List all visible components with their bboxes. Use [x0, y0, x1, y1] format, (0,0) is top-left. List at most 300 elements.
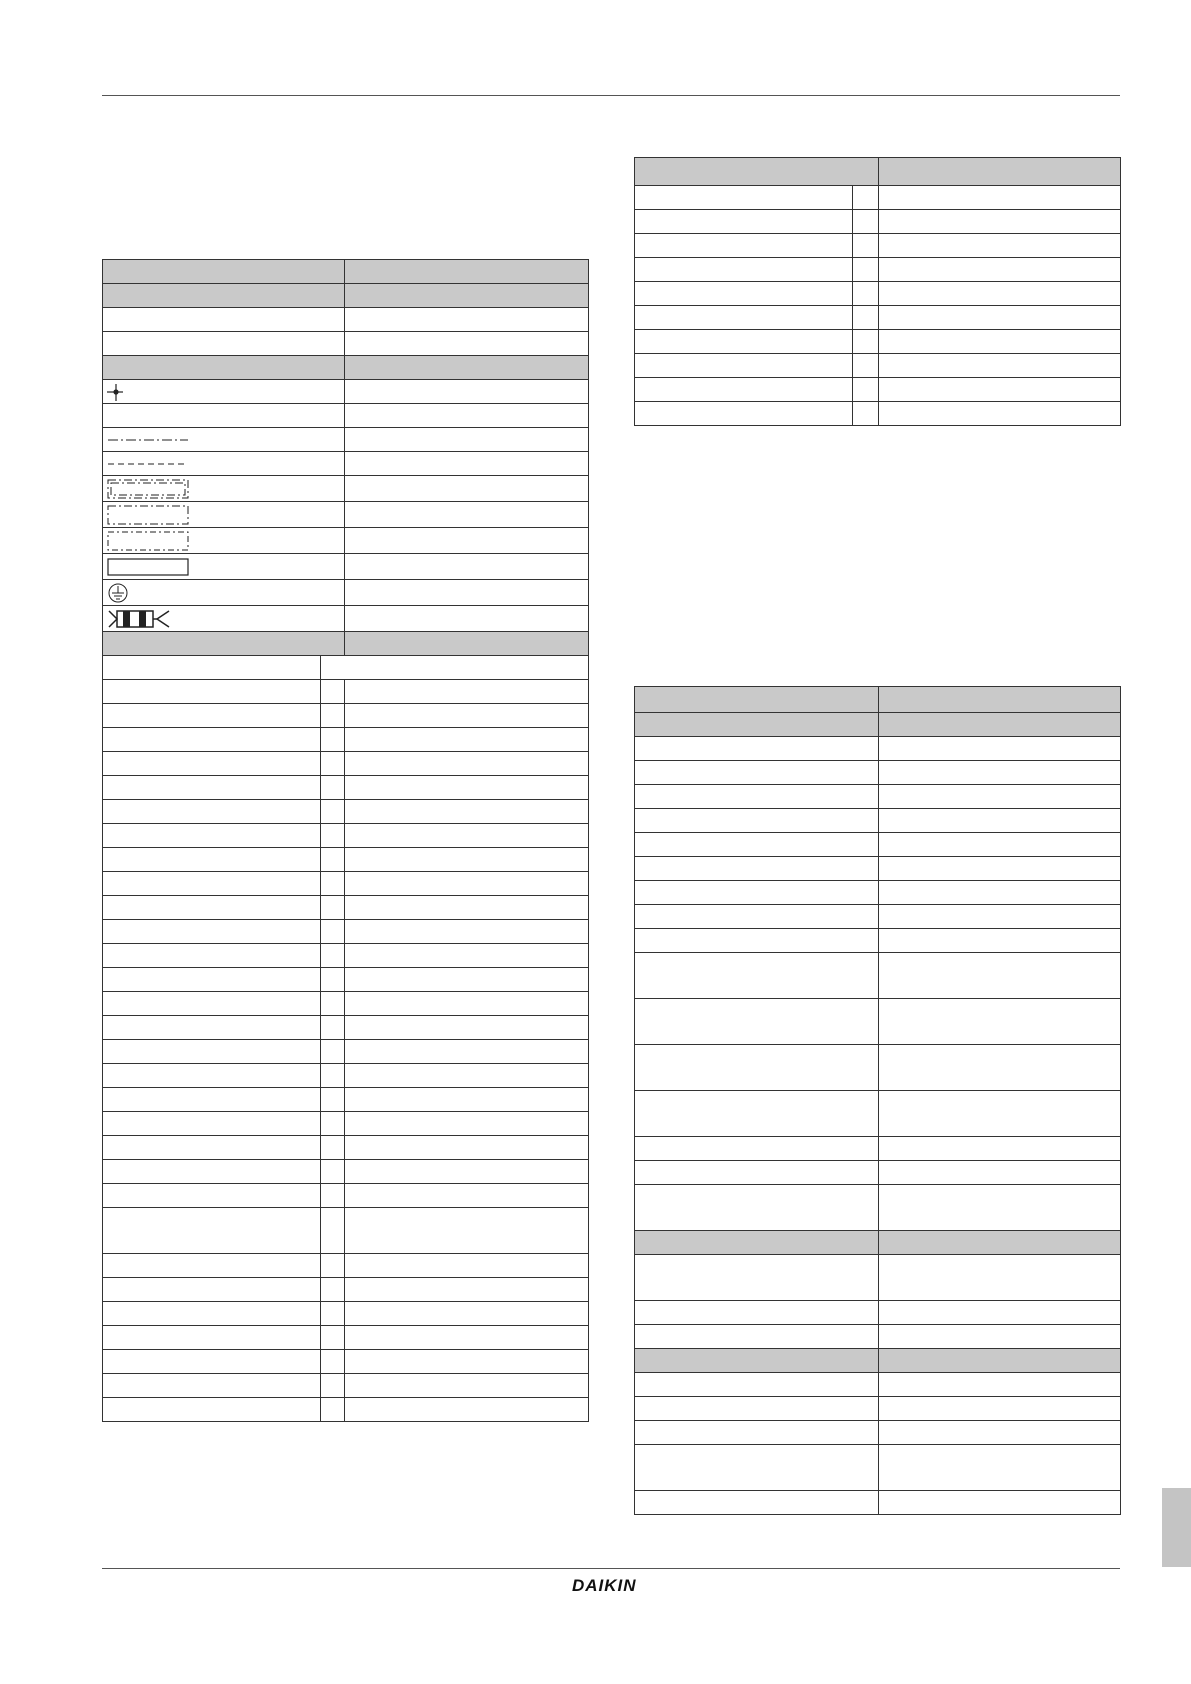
table-cell — [103, 308, 345, 332]
table-row — [635, 354, 1121, 378]
table-cell — [103, 356, 345, 380]
table-cell — [345, 380, 589, 404]
table-row — [103, 554, 589, 580]
table-cell — [103, 920, 321, 944]
table-cell — [345, 1398, 589, 1422]
table-cell — [345, 1278, 589, 1302]
table-cell — [345, 260, 589, 284]
table-cell — [635, 1255, 879, 1301]
table-row — [103, 824, 589, 848]
table-cell — [345, 1160, 589, 1184]
table-row — [635, 953, 1121, 999]
table-cell — [103, 1254, 321, 1278]
legend-table-right-top — [634, 157, 1121, 426]
table-cell — [879, 999, 1121, 1045]
table-row — [103, 428, 589, 452]
table-row — [635, 258, 1121, 282]
table-cell — [635, 186, 853, 210]
table-cell — [635, 881, 879, 905]
table-cell — [321, 848, 345, 872]
table-cell — [879, 737, 1121, 761]
connector-icon — [107, 608, 177, 630]
table-row — [635, 1373, 1121, 1397]
table-cell — [345, 968, 589, 992]
table-cell — [879, 857, 1121, 881]
table-cell — [321, 1112, 345, 1136]
table-cell — [345, 452, 589, 476]
table-cell — [345, 1374, 589, 1398]
table-cell — [853, 234, 879, 258]
table-row — [635, 857, 1121, 881]
table-cell — [103, 1040, 321, 1064]
table-row — [103, 848, 589, 872]
table-cell — [879, 881, 1121, 905]
table-cell — [321, 656, 589, 680]
table-cell — [345, 502, 589, 528]
table-cell — [103, 1208, 321, 1254]
table-cell — [879, 1373, 1121, 1397]
table-row — [103, 656, 589, 680]
table-cell — [103, 1184, 321, 1208]
table-row — [103, 752, 589, 776]
table-cell — [321, 776, 345, 800]
table-cell — [879, 306, 1121, 330]
table-cell — [103, 632, 345, 656]
table-cell — [103, 944, 321, 968]
table-cell — [879, 1185, 1121, 1231]
table-cell — [321, 920, 345, 944]
table-cell — [345, 1208, 589, 1254]
table-cell — [853, 210, 879, 234]
section-header-row — [103, 284, 589, 308]
table-cell — [345, 896, 589, 920]
table-row — [635, 1397, 1121, 1421]
table-header-row — [635, 158, 1121, 186]
table-row — [635, 1091, 1121, 1137]
table-cell — [103, 704, 321, 728]
table-cell — [345, 356, 589, 380]
table-row — [103, 502, 589, 528]
table-cell — [635, 1137, 879, 1161]
table-cell — [345, 704, 589, 728]
table-row — [103, 944, 589, 968]
table-cell — [345, 1064, 589, 1088]
table-row — [635, 186, 1121, 210]
table-cell — [345, 580, 589, 606]
table-row — [103, 968, 589, 992]
table-cell — [103, 1160, 321, 1184]
table-cell — [321, 1302, 345, 1326]
table-cell — [635, 378, 853, 402]
table-cell — [635, 785, 879, 809]
table-cell — [321, 800, 345, 824]
table-cell — [635, 1185, 879, 1231]
table-cell — [103, 380, 345, 404]
table-cell — [103, 1302, 321, 1326]
table-cell — [879, 713, 1121, 737]
table-cell — [635, 158, 879, 186]
table-cell — [879, 1349, 1121, 1373]
table-cell — [345, 1112, 589, 1136]
table-cell — [635, 1491, 879, 1515]
table-cell — [879, 687, 1121, 713]
table-cell — [345, 1136, 589, 1160]
table-cell — [103, 554, 345, 580]
table-cell — [345, 428, 589, 452]
legend-table-left — [102, 259, 589, 1422]
table-cell — [345, 332, 589, 356]
table-cell — [635, 687, 879, 713]
table-row — [103, 1326, 589, 1350]
table-cell — [635, 833, 879, 857]
table-cell — [879, 402, 1121, 426]
table-row — [635, 1421, 1121, 1445]
table-cell — [103, 606, 345, 632]
table-cell — [321, 1016, 345, 1040]
table-cell — [321, 680, 345, 704]
table-cell — [345, 800, 589, 824]
table-cell — [635, 1421, 879, 1445]
section-header-row — [635, 1231, 1121, 1255]
table-cell — [635, 1325, 879, 1349]
footer-rule — [102, 1568, 1120, 1569]
dash-dot-box-icon — [107, 530, 191, 552]
table-cell — [103, 476, 345, 502]
table-cell — [879, 1491, 1121, 1515]
table-cell — [879, 354, 1121, 378]
table-cell — [879, 953, 1121, 999]
table-row — [103, 1184, 589, 1208]
table-row — [103, 1088, 589, 1112]
table-cell — [321, 728, 345, 752]
table-cell — [879, 929, 1121, 953]
table-cell — [635, 929, 879, 953]
table-cell — [635, 234, 853, 258]
table-cell — [635, 402, 853, 426]
table-cell — [321, 896, 345, 920]
table-cell — [635, 737, 879, 761]
table-cell — [345, 308, 589, 332]
table-row — [635, 306, 1121, 330]
table-cell — [345, 728, 589, 752]
solid-box-icon — [107, 556, 191, 578]
table-cell — [103, 1278, 321, 1302]
table-row — [635, 833, 1121, 857]
table-cell — [879, 378, 1121, 402]
table-cell — [345, 944, 589, 968]
table-cell — [635, 1231, 879, 1255]
table-cell — [103, 332, 345, 356]
table-cell — [103, 404, 345, 428]
table-row — [635, 210, 1121, 234]
double-dash-dot-box-icon — [107, 478, 191, 500]
table-cell — [345, 824, 589, 848]
table-row — [635, 881, 1121, 905]
table-cell — [345, 528, 589, 554]
table-cell — [321, 968, 345, 992]
table-cell — [879, 282, 1121, 306]
table-row — [103, 1302, 589, 1326]
table-cell — [321, 872, 345, 896]
table-row — [103, 704, 589, 728]
table-cell — [853, 330, 879, 354]
table-cell — [345, 1254, 589, 1278]
table-cell — [345, 848, 589, 872]
section-header-row — [103, 632, 589, 656]
table-row — [635, 1161, 1121, 1185]
table-cell — [345, 776, 589, 800]
table-cell — [345, 992, 589, 1016]
table-row — [103, 1398, 589, 1422]
table-row — [635, 1185, 1121, 1231]
table-cell — [879, 330, 1121, 354]
table-cell — [635, 953, 879, 999]
table-cell — [635, 857, 879, 881]
table-cell — [103, 752, 321, 776]
table-cell — [853, 306, 879, 330]
table-cell — [103, 528, 345, 554]
table-cell — [345, 404, 589, 428]
table-cell — [853, 402, 879, 426]
table-row — [103, 1350, 589, 1374]
table-cell — [635, 999, 879, 1045]
table-cell — [345, 1350, 589, 1374]
section-side-tab — [1162, 1488, 1191, 1567]
table-cell — [345, 1326, 589, 1350]
table-cell — [321, 1254, 345, 1278]
table-row — [103, 1278, 589, 1302]
table-cell — [103, 1088, 321, 1112]
section-header-row — [635, 1349, 1121, 1373]
table-cell — [103, 1398, 321, 1422]
table-row — [103, 404, 589, 428]
table-cell — [345, 920, 589, 944]
table-cell — [345, 1088, 589, 1112]
table-cell — [345, 554, 589, 580]
table-cell — [635, 282, 853, 306]
table-cell — [321, 824, 345, 848]
table-cell — [103, 1016, 321, 1040]
table-cell — [321, 1088, 345, 1112]
table-row — [103, 776, 589, 800]
table-cell — [345, 1040, 589, 1064]
table-cell — [103, 260, 345, 284]
dashed-line-icon — [107, 459, 189, 469]
table-row — [635, 1445, 1121, 1491]
table-cell — [103, 872, 321, 896]
table-cell — [103, 1350, 321, 1374]
table-row — [103, 728, 589, 752]
table-cell — [879, 809, 1121, 833]
table-row — [103, 1064, 589, 1088]
table-row — [103, 1040, 589, 1064]
table-row — [635, 1255, 1121, 1301]
table-cell — [345, 606, 589, 632]
table-row — [103, 920, 589, 944]
daikin-logo: DAIKIN — [572, 1576, 637, 1595]
table-cell — [345, 1016, 589, 1040]
table-cell — [635, 1349, 879, 1373]
table-cell — [635, 258, 853, 282]
table-cell — [879, 1397, 1121, 1421]
table-cell — [345, 872, 589, 896]
header-rule — [102, 95, 1120, 96]
table-cell — [635, 809, 879, 833]
table-cell — [103, 800, 321, 824]
table-cell — [103, 968, 321, 992]
table-cell — [345, 1184, 589, 1208]
table-header-row — [635, 687, 1121, 713]
table-cell — [321, 1326, 345, 1350]
table-cell — [321, 1040, 345, 1064]
table-cell — [635, 1397, 879, 1421]
legend-table-right-bottom — [634, 686, 1121, 1515]
table-cell — [879, 210, 1121, 234]
table-header-row — [103, 260, 589, 284]
table-row — [635, 809, 1121, 833]
table-cell — [321, 1374, 345, 1398]
protective-earth-icon — [107, 582, 129, 604]
table-cell — [635, 905, 879, 929]
table-cell — [853, 378, 879, 402]
table-cell — [103, 824, 321, 848]
table-cell — [879, 258, 1121, 282]
table-cell — [879, 905, 1121, 929]
table-row — [635, 999, 1121, 1045]
table-cell — [879, 1301, 1121, 1325]
table-cell — [879, 785, 1121, 809]
table-cell — [321, 1064, 345, 1088]
table-row — [103, 1112, 589, 1136]
table-cell — [345, 284, 589, 308]
table-cell — [321, 1136, 345, 1160]
table-cell — [103, 1064, 321, 1088]
table-cell — [853, 258, 879, 282]
table-cell — [321, 1208, 345, 1254]
table-cell — [345, 476, 589, 502]
table-cell — [103, 776, 321, 800]
table-cell — [635, 1373, 879, 1397]
table-cell — [879, 1255, 1121, 1301]
table-row — [103, 1374, 589, 1398]
table-cell — [879, 1421, 1121, 1445]
table-row — [635, 737, 1121, 761]
table-cell — [879, 761, 1121, 785]
table-cell — [345, 680, 589, 704]
table-row — [103, 332, 589, 356]
table-cell — [103, 502, 345, 528]
table-cell — [103, 284, 345, 308]
table-cell — [635, 306, 853, 330]
table-cell — [103, 680, 321, 704]
table-row — [635, 1491, 1121, 1515]
table-cell — [103, 428, 345, 452]
table-cell — [345, 752, 589, 776]
table-cell — [321, 704, 345, 728]
table-cell — [635, 1045, 879, 1091]
table-cell — [635, 354, 853, 378]
table-cell — [321, 1398, 345, 1422]
table-cell — [635, 210, 853, 234]
table-row — [103, 1160, 589, 1184]
table-cell — [321, 1350, 345, 1374]
table-cell — [103, 848, 321, 872]
table-row — [103, 528, 589, 554]
table-row — [635, 402, 1121, 426]
table-cell — [879, 1045, 1121, 1091]
table-cell — [103, 1112, 321, 1136]
table-cell — [103, 452, 345, 476]
dash-dot-line-icon — [107, 435, 189, 445]
table-cell — [103, 728, 321, 752]
table-row — [103, 1136, 589, 1160]
table-cell — [103, 1374, 321, 1398]
table-row — [635, 785, 1121, 809]
table-cell — [103, 1326, 321, 1350]
table-row — [103, 992, 589, 1016]
table-row — [635, 378, 1121, 402]
table-cell — [635, 1091, 879, 1137]
table-cell — [853, 282, 879, 306]
table-cell — [853, 354, 879, 378]
table-row — [103, 308, 589, 332]
table-row — [635, 1137, 1121, 1161]
table-row — [103, 606, 589, 632]
table-row — [635, 330, 1121, 354]
table-cell — [103, 992, 321, 1016]
table-row — [635, 905, 1121, 929]
section-header-row — [635, 713, 1121, 737]
table-cell — [103, 580, 345, 606]
table-cell — [879, 1445, 1121, 1491]
table-row — [103, 800, 589, 824]
table-row — [103, 680, 589, 704]
table-cell — [635, 761, 879, 785]
table-cell — [853, 186, 879, 210]
table-row — [103, 1016, 589, 1040]
table-cell — [321, 1278, 345, 1302]
table-cell — [321, 992, 345, 1016]
table-row — [103, 1254, 589, 1278]
table-cell — [103, 896, 321, 920]
table-cell — [879, 234, 1121, 258]
table-row — [103, 476, 589, 502]
section-header-row — [103, 356, 589, 380]
table-row — [635, 1045, 1121, 1091]
table-cell — [321, 944, 345, 968]
table-row — [103, 872, 589, 896]
table-cell — [345, 1302, 589, 1326]
table-cell — [635, 1301, 879, 1325]
junction-icon — [107, 382, 127, 402]
table-row — [635, 929, 1121, 953]
table-cell — [879, 158, 1121, 186]
table-cell — [321, 752, 345, 776]
table-row — [103, 452, 589, 476]
table-row — [635, 1325, 1121, 1349]
table-cell — [879, 1161, 1121, 1185]
table-cell — [635, 713, 879, 737]
table-row — [635, 761, 1121, 785]
table-row — [103, 896, 589, 920]
table-row — [635, 282, 1121, 306]
table-cell — [635, 330, 853, 354]
table-cell — [321, 1160, 345, 1184]
table-cell — [879, 1231, 1121, 1255]
table-cell — [879, 1137, 1121, 1161]
table-cell — [879, 1325, 1121, 1349]
table-cell — [103, 656, 321, 680]
